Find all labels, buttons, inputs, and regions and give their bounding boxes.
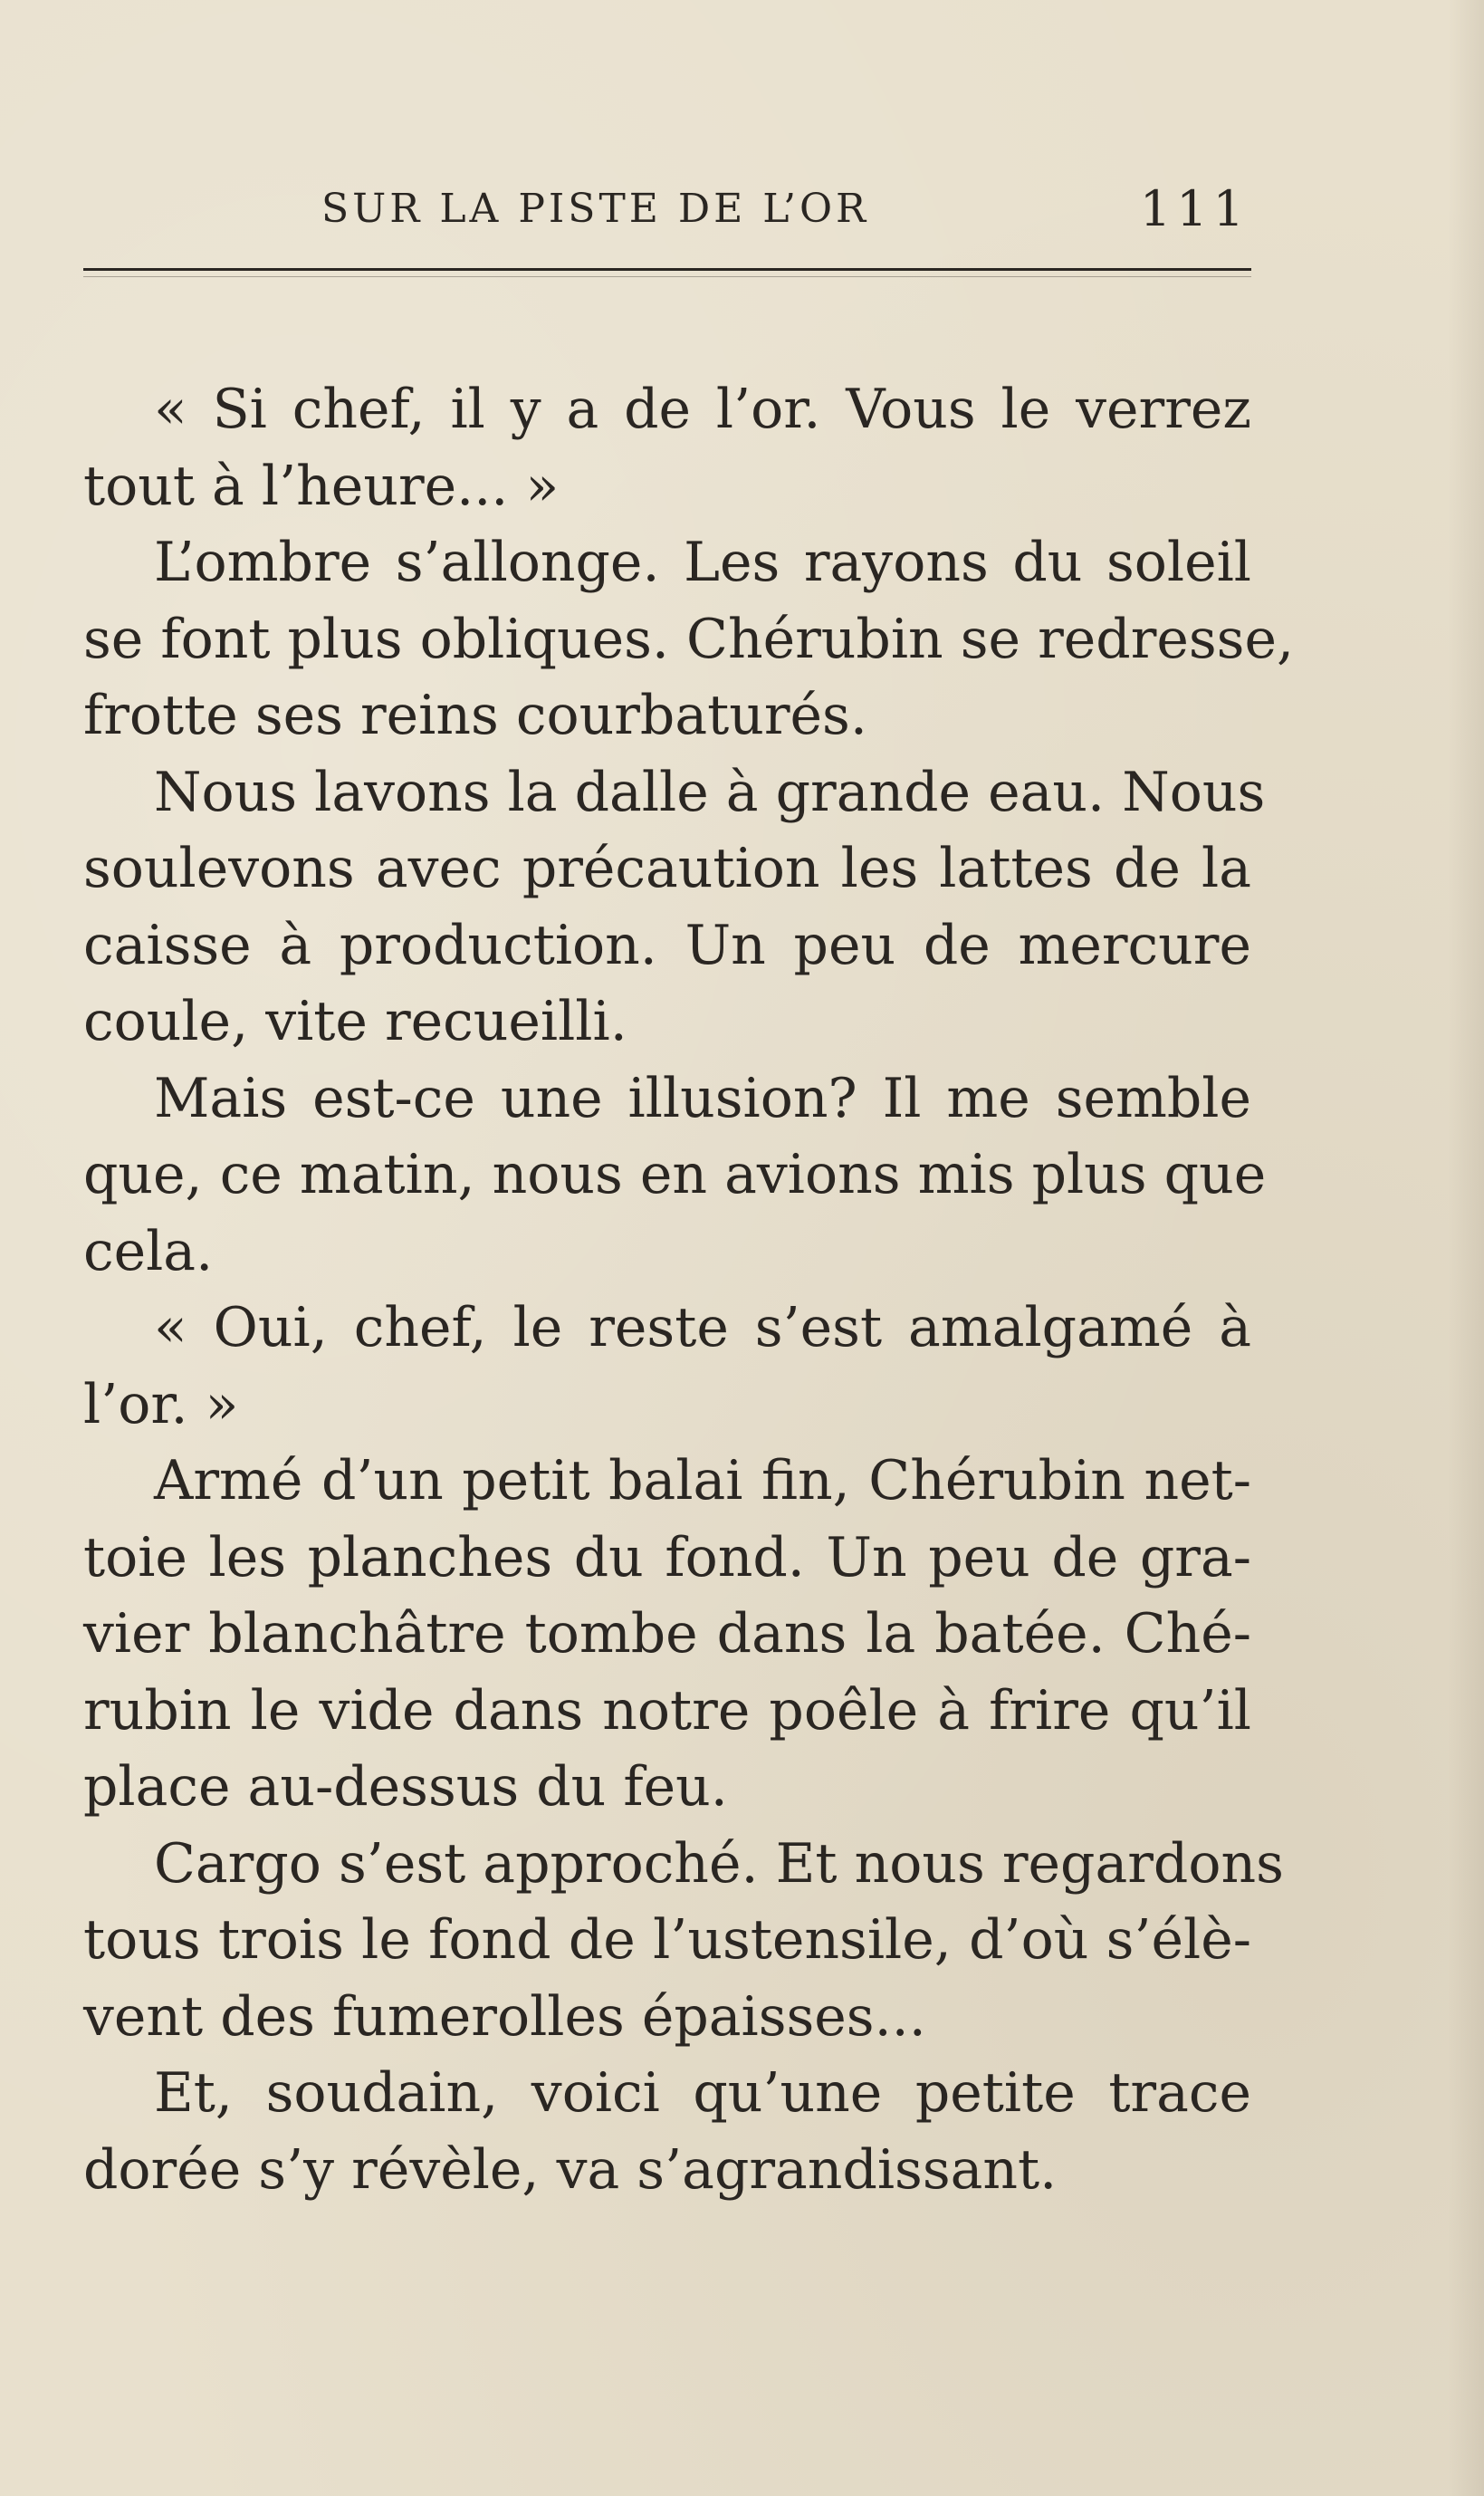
body-text [83, 371, 1295, 2208]
header-rule [83, 268, 1251, 277]
running-title: SUR LA PISTE DE L’OR [321, 186, 870, 232]
text-line: que, ce matin, nous en avions mis plus que [83, 1143, 1267, 1206]
text-line: dorée s’y révèle, va s’agrandissant. [83, 2137, 1058, 2202]
text-line: Cargo s’est approché. Et nous regardons [154, 1831, 1284, 1896]
text-line: « Si chef, il y a de l’or. Vous le verrez [154, 378, 1251, 441]
text-line: rubin le vide dans notre poêle à frire qu’il [83, 1678, 1251, 1742]
text-line: « Oui, chef, le reste s’est amalgamé à [154, 1296, 1251, 1359]
text-line: L’ombre s’allonge. Les rayons du soleil [154, 531, 1251, 594]
text-line: Armé d’un petit balai fin, Chérubin net- [154, 1449, 1251, 1512]
text-line: se font plus obliques. Chérubin se redresse, [83, 607, 1295, 671]
text-line: coule, vite recueilli. [83, 990, 627, 1053]
text-line: toie les planches du fond. Un peu de gra- [83, 1525, 1251, 1589]
text-line: vent des fumerolles épaisses... [83, 1984, 926, 2049]
page-number: 111 [1139, 180, 1249, 237]
text-line: Nous lavons la dalle à grande eau. Nous [154, 760, 1266, 824]
text-line: place au-dessus du feu. [83, 1755, 728, 1819]
page-edge-shadow [1448, 0, 1484, 2496]
text-line: cela. [83, 1219, 214, 1283]
text-line: tout à l’heure... » [83, 454, 560, 518]
text-line: caisse à production. Un peu de mercure [83, 913, 1251, 977]
text-line: tous trois le fond de l’ustensile, d’où s’élè- [83, 1908, 1251, 1972]
text-line: soulevons avec précaution les lattes de la [83, 837, 1251, 900]
running-head [81, 180, 1249, 249]
text-line: frotte ses reins courbaturés. [83, 684, 867, 747]
text-line: vier blanchâtre tombe dans la batée. Ché- [83, 1602, 1251, 1666]
text-line: Et, soudain, voici qu’une petite trace [154, 2061, 1251, 2125]
text-line: l’or. » [83, 1372, 239, 1436]
text-line: Mais est-ce une illusion? Il me semble [154, 1066, 1251, 1130]
